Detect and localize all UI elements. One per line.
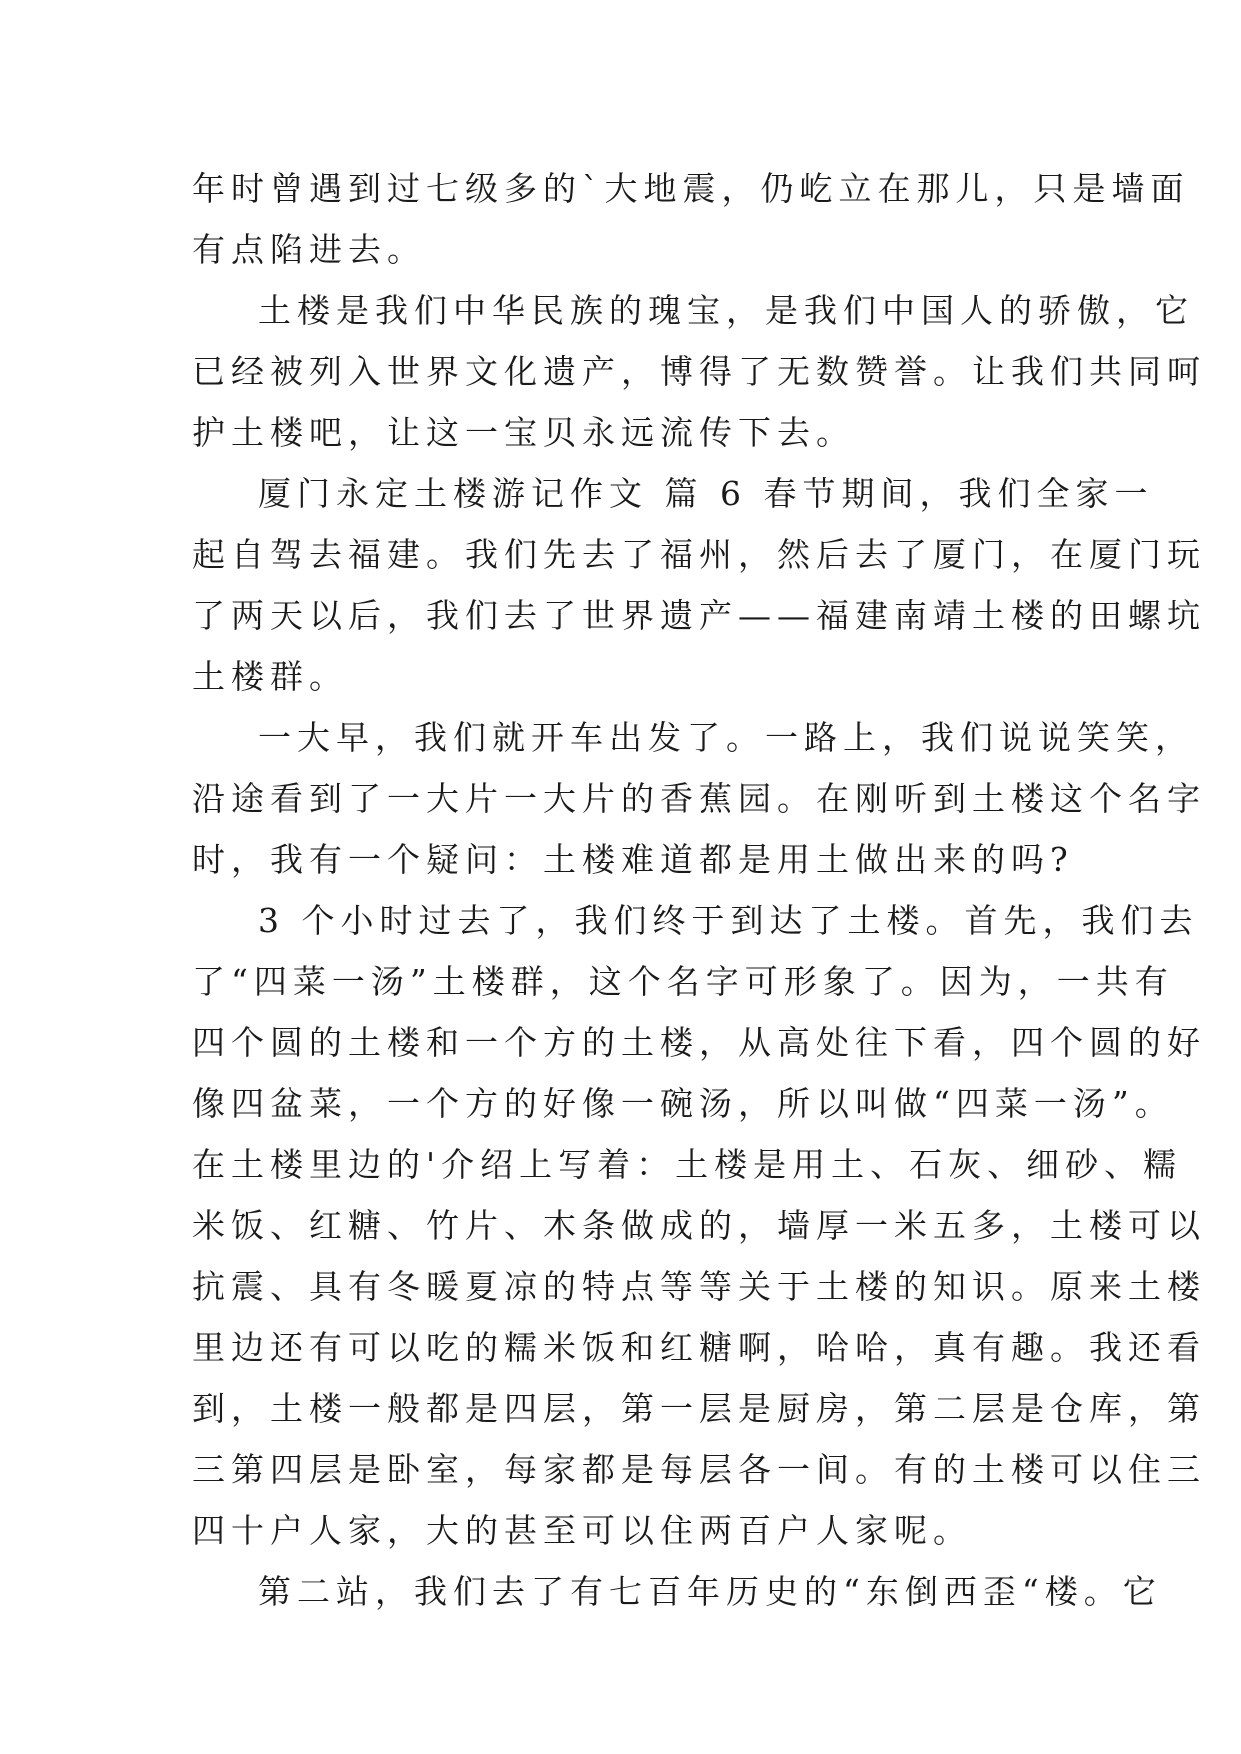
text-line: 有点陷进去。 (192, 230, 426, 269)
text-line: 在土楼里边的'介绍上写着：土楼是用土、石灰、细砂、糯 (192, 1145, 1183, 1184)
text-line: 了“四菜一汤”土楼群，这个名字可形象了。因为，一共有 (192, 962, 1174, 1001)
text-line: 里边还有可以吃的糯米饭和红糖啊，哈哈，真有趣。我还看 (192, 1328, 1206, 1367)
text-line: 米饭、红糖、竹片、木条做成的，墙厚一米五多，土楼可以 (192, 1206, 1206, 1245)
text-line: 沿途看到了一大片一大片的香蕉园。在刚听到土楼这个名字 (192, 779, 1206, 818)
text-line: 3 个小时过去了，我们终于到达了土楼。首先，我们去 (258, 901, 1199, 940)
section-heading-line: 厦门永定土楼游记作文 篇 6 春节期间，我们全家一 (258, 474, 1154, 513)
text-line: 已经被列入世界文化遗产，博得了无数赞誉。让我们共同呵 (192, 352, 1206, 391)
text-line: 到，土楼一般都是四层，第一层是厨房，第二层是仓库，第 (192, 1389, 1206, 1428)
text-line: 年时曾遇到过七级多的`大地震，仍屹立在那儿，只是墙面 (192, 169, 1190, 208)
text-line: 了两天以后，我们去了世界遗产——福建南靖土楼的田螺坑 (192, 596, 1206, 635)
text-line: 抗震、具有冬暖夏凉的特点等等关于土楼的知识。原来土楼 (192, 1267, 1206, 1306)
text-line: 三第四层是卧室，每家都是每层各一间。有的土楼可以住三 (192, 1450, 1206, 1489)
text-line: 土楼是我们中华民族的瑰宝，是我们中国人的骄傲，它 (258, 291, 1194, 330)
text-line: 一大早，我们就开车出发了。一路上，我们说说笑笑， (258, 718, 1194, 757)
text-line: 四十户人家，大的甚至可以住两百户人家呢。 (192, 1511, 972, 1550)
text-line: 第二站，我们去了有七百年历史的“东倒西歪“楼。它 (258, 1572, 1162, 1611)
text-line: 护土楼吧，让这一宝贝永远流传下去。 (192, 413, 855, 452)
text-line: 起自驾去福建。我们先去了福州，然后去了厦门，在厦门玩 (192, 535, 1206, 574)
text-line: 时，我有一个疑问：土楼难道都是用土做出来的吗? (192, 840, 1074, 879)
essay-text (192, 158, 1206, 1622)
text-line: 土楼群。 (192, 657, 348, 696)
text-line: 像四盆菜，一个方的好像一碗汤，所以叫做“四菜一汤”。 (192, 1084, 1174, 1123)
text-line: 四个圆的土楼和一个方的土楼，从高处往下看，四个圆的好 (192, 1023, 1206, 1062)
